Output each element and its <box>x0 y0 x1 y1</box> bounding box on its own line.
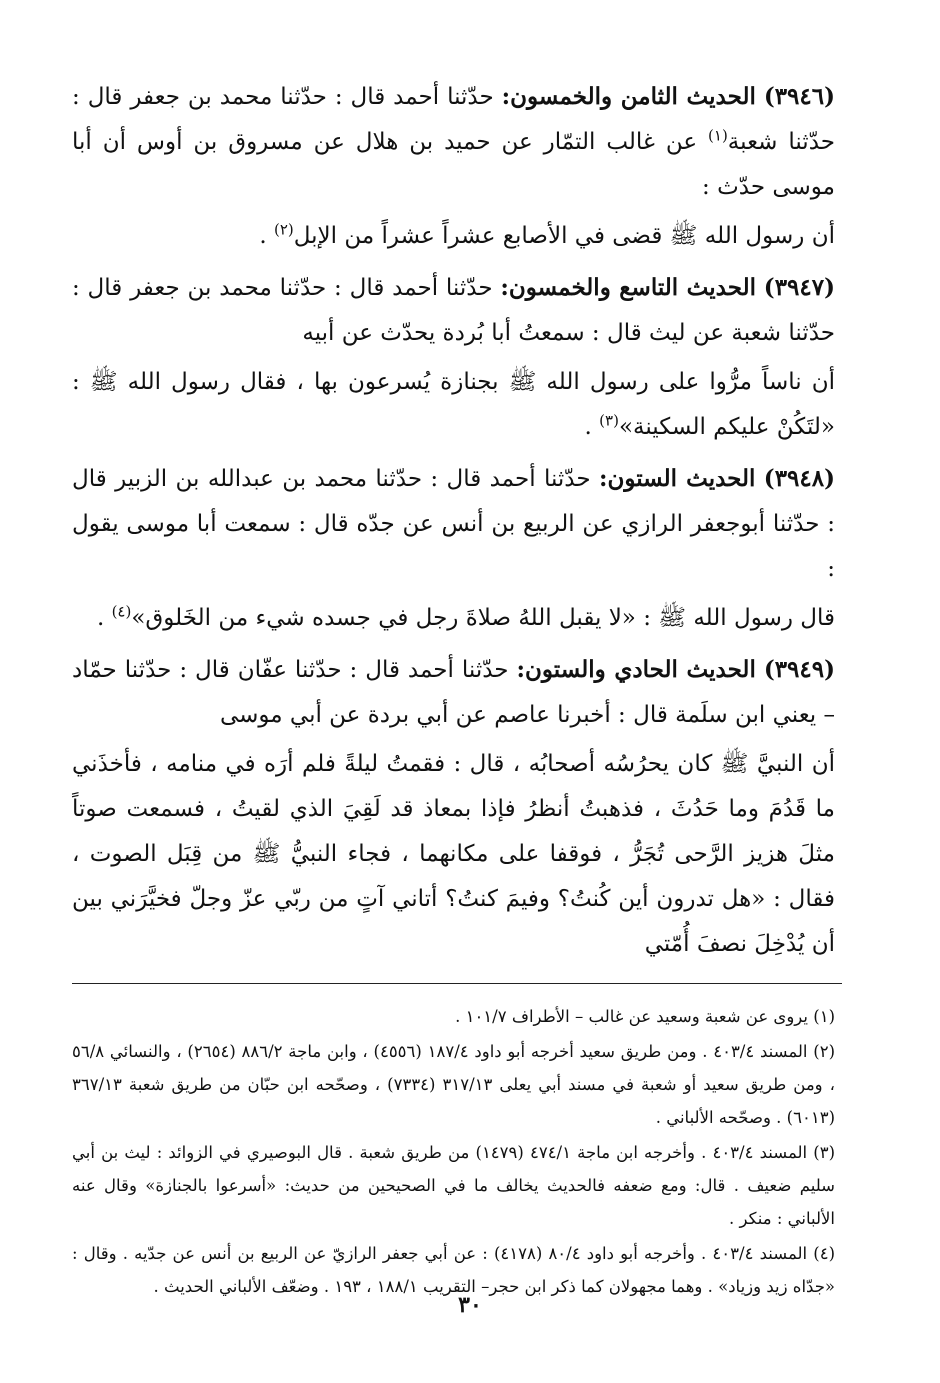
hadith-matn <box>72 214 835 259</box>
hadith-title: الحديث التاسع والخمسون: <box>500 274 756 301</box>
hadith-title: الحديث الستون: <box>598 465 756 492</box>
hadith-isnad <box>72 265 835 356</box>
footnote: (١) يروى عن شعبة وسعيد عن غالب – الأطراف ١٠١/٧ . <box>455 1007 835 1026</box>
hadith-matn <box>72 596 835 641</box>
matn-text: أن ناساً مرُّوا على رسول الله ﷺ بجنازة يُسرعون بها ، فقال رسول الله ﷺ : «لتَكُنْ عليكم السكينة» <box>72 369 835 440</box>
footnote-divider <box>72 983 842 984</box>
matn-text: . <box>96 605 112 631</box>
hadith-isnad <box>72 456 835 592</box>
hadith-title: الحديث الثامن والخمسون: <box>501 83 756 110</box>
page-number: ٣٠ <box>458 1292 482 1318</box>
matn-text: . <box>259 223 274 249</box>
matn-text: أن رسول الله ﷺ قضى في الأصابع عشراً عشراً من الإبل <box>293 223 835 249</box>
hadith-number: (٣٩٤٨) <box>763 465 835 492</box>
footnote: (٢) المسند ٤٠٣/٤ . ومن طريق سعيد أخرجه أبو داود ١٨٧/٤ (٤٥٥٦) ، وابن ماجة ٨٨٦/٢ (٢٦٥٤) ، والنسائي ٥٦/٨ ، ومن طريق سعيد أو شعبة في مسند أبي يعلى ٣١٧/١٣ (٧٣٣٤) ، وصحّحه ابن حبّان من طريق شعبة ٣٦٧/١٣ (٦٠١٣) . وصحّحه الألباني . <box>72 1042 836 1127</box>
footnote-divider-wrap <box>72 983 835 984</box>
isnad-text: عن غالب التمّار عن حميد بن هلال عن مسروق بن أوس أن أبا موسى حدّث : <box>72 129 835 200</box>
footnote-ref: (٣) <box>599 411 619 430</box>
hadith-number: (٣٩٤٩) <box>763 656 836 683</box>
hadith-title: الحديث الحادي والستون: <box>516 656 756 683</box>
footnote: (٤) المسند ٤٠٣/٤ . وأخرجه أبو داود ٨٠/٤ (٤١٧٨) : عن أبي جعفر الرازيّ عن الربيع بن أنس عن جدّيه . وقال : «جدّاه زيد وزياد» . وهما مجهولان كما ذكر ابن حجر– التقريب ١٨٨/١ ، ١٩٣ . وضعّف الألباني الحديث . <box>72 1244 835 1296</box>
hadith-isnad <box>72 647 835 738</box>
footnote-ref: (٢) <box>273 220 294 239</box>
hadith-number: (٣٩٤٧) <box>763 274 835 301</box>
footnote-ref: (١) <box>708 126 728 145</box>
footnotes <box>72 1000 835 1303</box>
isnad-text: حدّثنا أحمد قال : حدّثنا عفّان قال : حدّثنا حمّاد – يعني ابن سلَمة قال : أخبرنا عاصم عن أبي بردة عن أبي موسى <box>72 657 835 728</box>
matn-text: قال رسول الله ﷺ : «لا يقبل اللهُ صلاةَ رجل في جسده شيء من الخَلوق» <box>131 605 835 631</box>
hadith-matn <box>72 360 835 450</box>
hadith-matn <box>72 742 835 967</box>
matn-text: . <box>584 414 600 440</box>
isnad-text: حدّثنا أحمد قال : حدّثنا محمد بن عبدالله بن الزبير قال : حدّثنا أبوجعفر الرازي عن الربيع بن أنس عن جدّه قال : سمعت أبا موسى يقول : <box>72 466 835 582</box>
isnad-text: حدّثنا أحمد قال : حدّثنا محمد بن جعفر قال : حدّثنا شعبة <box>72 84 835 155</box>
footnote-ref: (٤) <box>111 602 132 621</box>
hadith-number: (٣٩٤٦) <box>763 83 836 110</box>
hadith-isnad <box>72 74 835 210</box>
footnote: (٣) المسند ٤٠٣/٤ . وأخرجه ابن ماجة ٤٧٤/١ (١٤٧٩) من طريق شعبة . قال البوصيري في الزوائد : ليث بن أبي سليم ضعيف . قال: ومع ضعفه فالحديث يخالف ما في الصحيحين من حديث: «أسرعوا بالجنازة» وقال عنه الألباني : منكر . <box>72 1143 835 1228</box>
matn-text: أن النبيَّ ﷺ كان يحرُسُه أصحابُه ، قال : فقمتُ ليلةً فلم أرَه في منامه ، فأخذَني ما قَدُمَ وما حَدُثَ ، فذهبتُ أنظرُ فإذا بمعاذ قد لَقِيَ الذي لقيتُ ، فسمعت صوتاً مثلَ هزيز الرَّحى تُجَرُّ ، فوقفا على مكانهما ، فجاء النبيُّ ﷺ من قِبَل الصوت ، فقال : «هل تدرون أين كُنتُ؟ وفيمَ كنتُ؟ أتاني آتٍ من ربّي عزّ وجلّ فخيَّرَني بين أن يُدْخِلَ نصفَ أُمّتي <box>72 751 835 957</box>
isnad-text: حدّثنا أحمد قال : حدّثنا محمد بن جعفر قال : حدّثنا شعبة عن ليث قال : سمعتُ أبا بُردة يحدّث عن أبيه <box>72 275 835 346</box>
